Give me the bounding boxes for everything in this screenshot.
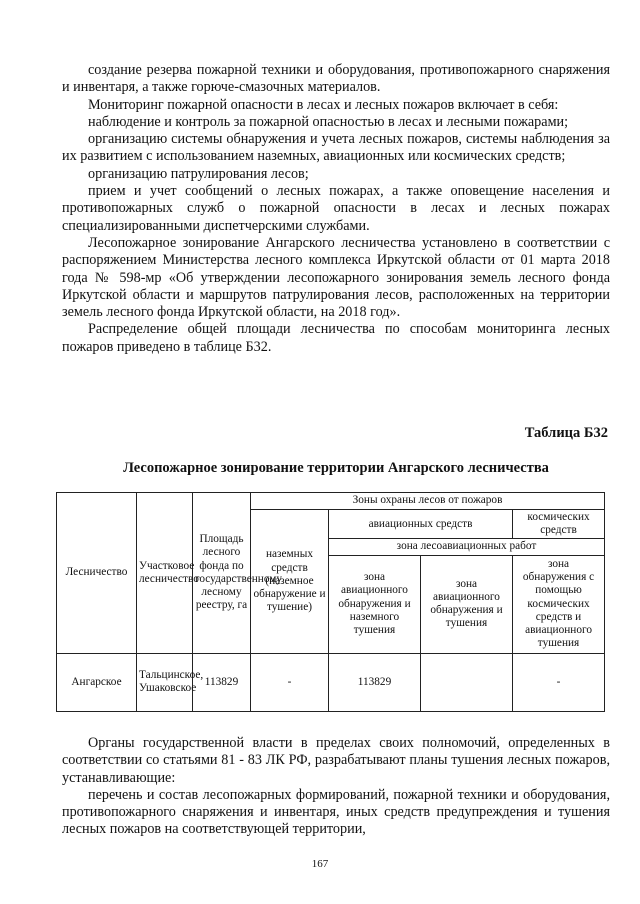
cell-ground: -	[251, 653, 329, 711]
cell-section: Тальцинское, Ушаковское	[137, 653, 193, 711]
header-zone-space: зона обнаружения с помощью космических средств и авиационного тушения	[513, 555, 605, 653]
paragraph: Распределение общей площади лесничества по способам мониторинга лесных пожаров приведено в таблице Б32.	[62, 321, 610, 355]
cell-space: -	[513, 653, 605, 711]
header-aviation: авиационных средств	[329, 510, 513, 539]
paragraph: перечень и состав лесопожарных формирований, пожарной техники и оборудования, противопожарного снаряжения и инвентаря, иных средств предупреждения и тушения лесных пожаров на соответствующей территории,	[62, 786, 610, 838]
header-zones: Зоны охраны лесов от пожаров	[251, 493, 605, 510]
paragraph: организацию системы обнаружения и учета лесных пожаров, системы наблюдения за их развитием с использованием наземных, авиационных или космических средств;	[62, 131, 610, 165]
paragraph: Лесопожарное зонирование Ангарского лесничества установлено в соответствии с распоряжением Министерства лесного комплекса Иркутской области от 01 марта 2018 года № 598-мр «Об утверждении лесопожарного зонирования земель лесного фонда Иркутской области и маршрутов патрулирования лесов, расположенных на территории земель лесного фонда Иркутской области, на 2018 год».	[62, 234, 610, 321]
header-section: Участковое лесничество	[137, 493, 193, 654]
header-zone-avia: зона авиационного обнаружения и тушения	[421, 555, 513, 653]
header-forestry: Лесничество	[57, 493, 137, 654]
table-title: Лесопожарное зонирование территории Ангарского лесничества	[123, 460, 549, 476]
cell-area: 113829	[193, 653, 251, 711]
paragraph: создание резерва пожарной техники и оборудования, противопожарного снаряжения и инвентаря, а также горюче-смазочных материалов.	[62, 62, 610, 96]
fire-zoning-table	[56, 492, 605, 712]
body-text-bottom	[62, 735, 610, 839]
header-area: Площадь лесного фонда по государственному лесному реестру, га	[193, 493, 251, 654]
table-row	[57, 653, 605, 711]
cell-avia	[421, 653, 513, 711]
paragraph: организацию патрулирования лесов;	[88, 165, 309, 182]
paragraph: наблюдение и контроль за пожарной опасностью в лесах и лесными пожарами;	[88, 113, 569, 130]
body-text-top	[62, 62, 610, 356]
paragraph: Органы государственной власти в пределах своих полномочий, определенных в соответствии со статьями 81 - 83 ЛК РФ, разрабатывают планы тушения лесных пожаров, устанавливающие:	[62, 735, 610, 786]
cell-avia-ground: 113829	[329, 653, 421, 711]
cell-forestry: Ангарское	[57, 653, 137, 711]
paragraph: прием и учет сообщений о лесных пожарах, а также оповещение населения и противопожарных служб о пожарной опасности в лесах и лесных пожарах специализированными диспетчерскими службами.	[62, 183, 610, 234]
page-number: 167	[311, 858, 329, 870]
header-aviaworks: зона лесоавиационных работ	[329, 539, 605, 555]
paragraph: Мониторинг пожарной опасности в лесах и лесных пожаров включает в себя:	[88, 96, 559, 113]
header-zone-avia-ground: зона авиационного обнаружения и наземного тушения	[329, 555, 421, 653]
header-space: космических средств	[513, 510, 605, 539]
table-label: Таблица Б32	[524, 425, 608, 441]
header-ground: наземных средств (наземное обнаружение и тушение)	[251, 510, 329, 654]
